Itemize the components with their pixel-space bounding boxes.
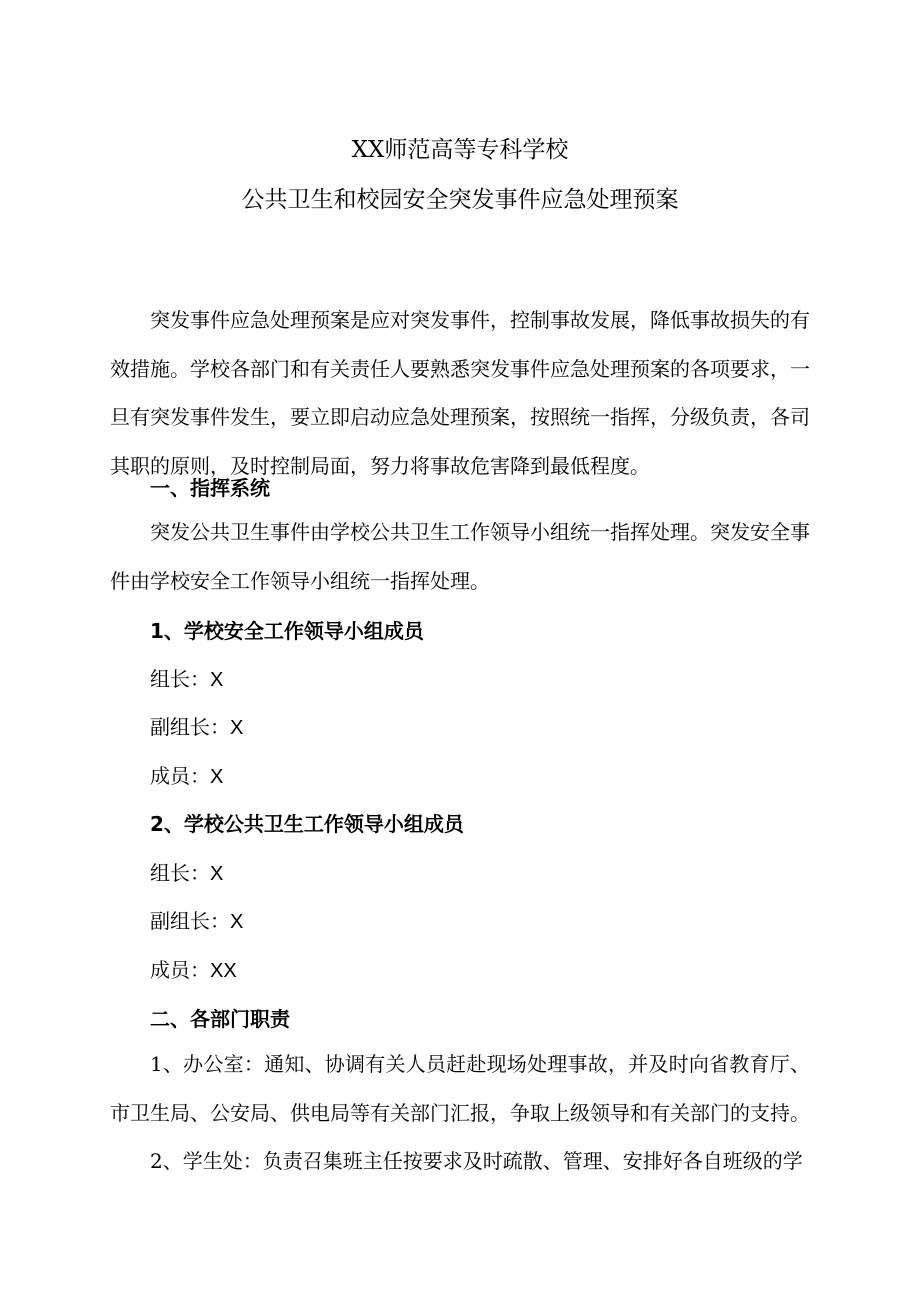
group1-leader-value: X (210, 669, 224, 691)
group2-heading: 2、学校公共卫生工作领导小组成员 (150, 812, 464, 836)
group1-leader (150, 664, 223, 695)
section1-body: 突发公共卫生事件由学校公共卫生工作领导小组统一指挥处理。突发安全事件由学校安全工作领导小组统一指挥处理。 (110, 520, 810, 593)
group1-deputy (150, 712, 243, 743)
group2-deputy-value: X (230, 911, 244, 933)
group2-deputy-label: 副组长： (150, 909, 230, 933)
group2-members (150, 955, 237, 986)
group2-deputy (150, 906, 243, 937)
group1-members (150, 761, 223, 792)
group2-leader-label: 组长： (150, 861, 210, 885)
section2-item1: 1、办公室：通知、协调有关人员赶赴现场处理事故，并及时向省教育厅、市卫生局、公安局、供电局等有关部门汇报，争取上级领导和有关部门的支持。 (110, 1052, 810, 1125)
group2-leader (150, 858, 223, 889)
group1-deputy-label: 副组长： (150, 715, 230, 739)
document-title-school: XX师范高等专科学校 (351, 137, 569, 163)
document-title-plan: 公共卫生和校园安全突发事件应急处理预案 (241, 187, 679, 213)
group1-leader-label: 组长： (150, 667, 210, 691)
section2-heading: 二、各部门职责 (150, 1007, 290, 1031)
section2-item2: 2、学生处：负责召集班主任按要求及时疏散、管理、安排好各自班级的学 (150, 1149, 803, 1173)
group1-members-label: 成员： (150, 764, 210, 788)
group2-members-value: XX (210, 960, 237, 982)
intro-paragraph: 突发事件应急处理预案是应对突发事件，控制事故发展，降低事故损失的有效措施。学校各部门和有关责任人要熟悉突发事件应急处理预案的各项要求，一旦有突发事件发生，要立即启动应急处理预案，按照统一指挥，分级负责，各司其职的原则，及时控制局面，努力将事故危害降到最低程度。 (110, 308, 810, 478)
group1-heading: 1、学校安全工作领导小组成员 (150, 619, 424, 643)
group2-leader-value: X (210, 863, 224, 885)
group2-members-label: 成员： (150, 958, 210, 982)
group1-deputy-value: X (230, 717, 244, 739)
section1-heading: 一、指挥系统 (150, 476, 270, 500)
group1-members-value: X (210, 766, 224, 788)
